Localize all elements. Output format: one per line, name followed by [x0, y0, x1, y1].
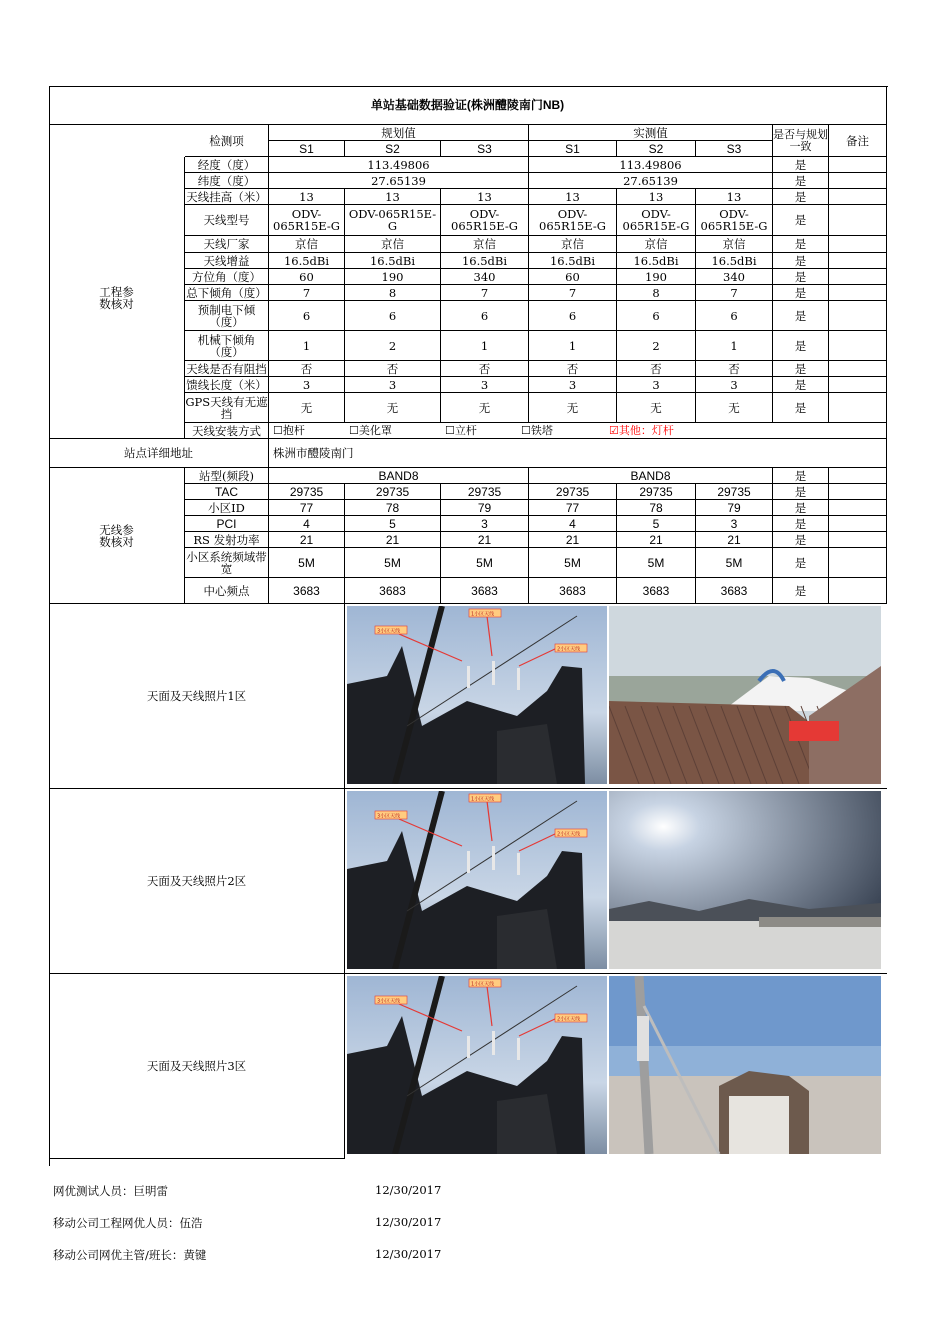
wl-cell-value: 3683	[696, 578, 773, 604]
header-measured: 实测值	[529, 125, 773, 141]
eng-row-label: 预制电下倾（度）	[185, 301, 269, 331]
eng-cell-value: 1	[529, 331, 617, 361]
wl-cell-value: 78	[345, 500, 441, 516]
eng-cell-value: 京信	[696, 236, 773, 253]
header-check-item: 检测项	[185, 125, 269, 157]
wl-group-label: 无线参数核对	[49, 468, 185, 604]
eng-cell-value: 7	[696, 285, 773, 301]
photo-tag: 2小区天线	[557, 646, 581, 653]
wl-cell-value: 5M	[345, 548, 441, 578]
eng-cell-value: 2	[617, 331, 696, 361]
eng-consistent: 是	[773, 377, 829, 393]
signoff-date: 12/30/2017	[375, 1215, 442, 1229]
eng-consistent: 是	[773, 331, 829, 361]
wl-cell-value: 79	[696, 500, 773, 516]
wl-cell-value: 79	[441, 500, 529, 516]
eng-cell-value: 8	[345, 285, 441, 301]
wl-cell-value: 29735	[696, 484, 773, 500]
eng-cell-value: 无	[345, 393, 441, 423]
eng-consistent: 是	[773, 393, 829, 423]
eng-consistent: 是	[773, 301, 829, 331]
eng-remark	[829, 157, 887, 173]
eng-cell-value: 7	[269, 285, 345, 301]
photo-tag: 3小区天线	[377, 628, 401, 635]
wl-row-label: 小区ID	[185, 500, 269, 516]
eng-cell-value: 3	[617, 377, 696, 393]
eng-remark	[829, 253, 887, 269]
address-label: 站点详细地址	[49, 439, 269, 468]
eng-planned-value: 113.49806	[269, 157, 529, 173]
eng-cell-value: 无	[269, 393, 345, 423]
eng-cell-value: 13	[441, 189, 529, 205]
eng-cell-value: 340	[696, 269, 773, 285]
eng-cell-value: 16.5dBi	[696, 253, 773, 269]
photo-tag: 3小区天线	[377, 813, 401, 820]
eng-cell-value: 7	[529, 285, 617, 301]
eng-row-label: 方位角（度）	[185, 269, 269, 285]
wl-cell-value: 21	[269, 532, 345, 548]
eng-cell-value: ODV-065R15E-G	[441, 205, 529, 236]
header-sector-s2: S2	[617, 141, 696, 157]
photo-tag: 3小区天线	[377, 998, 401, 1005]
eng-cell-value: 3	[696, 377, 773, 393]
wl-cell-value: 3683	[345, 578, 441, 604]
wl-cell-value: 3683	[441, 578, 529, 604]
eng-group-label: 工程参数核对	[49, 157, 185, 439]
eng-cell-value: 否	[696, 361, 773, 377]
eng-remark	[829, 285, 887, 301]
wl-row-label: 站型(频段)	[185, 468, 269, 484]
wl-cell-value: 3683	[617, 578, 696, 604]
wl-cell-value: 77	[269, 500, 345, 516]
photo-zone-label: 天面及天线照片2区	[49, 789, 345, 974]
header-sector-s3: S3	[441, 141, 529, 157]
wl-consistent: 是	[773, 500, 829, 516]
eng-cell-value: 京信	[345, 236, 441, 253]
eng-cell-value: 6	[269, 301, 345, 331]
wl-cell-value: 3	[441, 516, 529, 532]
header-consistent: 是否与规划一致	[773, 125, 829, 157]
eng-consistent: 是	[773, 269, 829, 285]
eng-planned-value: 27.65139	[269, 173, 529, 189]
wl-remark	[829, 484, 887, 500]
eng-cell-value: 16.5dBi	[617, 253, 696, 269]
photo-tag: 1小区天线	[471, 611, 495, 618]
wl-cell-value: 4	[529, 516, 617, 532]
eng-remark	[829, 236, 887, 253]
eng-cell-value: 否	[269, 361, 345, 377]
wl-measured-value: BAND8	[529, 468, 773, 484]
eng-cell-value: 190	[617, 269, 696, 285]
eng-cell-value: 3	[345, 377, 441, 393]
wl-cell-value: 29735	[617, 484, 696, 500]
eng-cell-value: 3	[441, 377, 529, 393]
mount-options	[269, 423, 887, 439]
sheet-title: 单站基础数据验证(株洲醴陵南门NB)	[49, 86, 887, 125]
eng-cell-value: 16.5dBi	[441, 253, 529, 269]
eng-row-label: 总下倾角（度）	[185, 285, 269, 301]
eng-cell-value: 6	[529, 301, 617, 331]
eng-row-label: 天线型号	[185, 205, 269, 236]
eng-cell-value: 否	[441, 361, 529, 377]
eng-cell-value: 京信	[529, 236, 617, 253]
eng-cell-value: 6	[441, 301, 529, 331]
wl-consistent: 是	[773, 532, 829, 548]
wl-remark	[829, 516, 887, 532]
wl-cell-value: 29735	[441, 484, 529, 500]
wl-remark	[829, 500, 887, 516]
wl-cell-value: 29735	[269, 484, 345, 500]
eng-measured-value: 27.65139	[529, 173, 773, 189]
mount-option[interactable]: ☐抱杆	[273, 424, 305, 437]
antenna-photo	[347, 606, 607, 784]
signoff-person: 移动公司网优主管/班长：黄键	[53, 1248, 207, 1262]
signoff-date: 12/30/2017	[375, 1247, 442, 1261]
photo-tag: 2小区天线	[557, 1016, 581, 1023]
eng-cell-value: 否	[345, 361, 441, 377]
wl-cell-value: 21	[696, 532, 773, 548]
scene-photo	[609, 791, 881, 969]
wl-row-label: RS 发射功率	[185, 532, 269, 548]
eng-cell-value: 京信	[269, 236, 345, 253]
photo-zone	[345, 789, 887, 974]
eng-cell-value: ODV-065R15E-G	[345, 205, 441, 236]
wl-cell-value: 5M	[696, 548, 773, 578]
eng-cell-value: 无	[696, 393, 773, 423]
eng-cell-value: 无	[617, 393, 696, 423]
eng-row-label: 天线是否有阻挡	[185, 361, 269, 377]
eng-cell-value: 京信	[441, 236, 529, 253]
antenna-photo	[347, 976, 607, 1154]
eng-cell-value: 6	[696, 301, 773, 331]
eng-cell-value: 1	[696, 331, 773, 361]
eng-cell-value: 否	[529, 361, 617, 377]
eng-cell-value: 1	[441, 331, 529, 361]
eng-consistent: 是	[773, 285, 829, 301]
mount-option[interactable]: ☐美化罩	[349, 424, 392, 437]
eng-cell-value: 60	[529, 269, 617, 285]
eng-row-label: 天线挂高（米）	[185, 189, 269, 205]
header-planned: 规划值	[269, 125, 529, 141]
eng-cell-value: 60	[269, 269, 345, 285]
eng-row-label: 经度（度）	[185, 157, 269, 173]
mount-label: 天线安装方式	[185, 423, 269, 439]
eng-cell-value: 1	[269, 331, 345, 361]
wl-cell-value: 3	[696, 516, 773, 532]
eng-remark	[829, 361, 887, 377]
mount-option[interactable]: ☐铁塔	[521, 424, 553, 437]
eng-cell-value: ODV-065R15E-G	[269, 205, 345, 236]
header-remark: 备注	[829, 125, 887, 157]
scene-photo	[609, 606, 881, 784]
eng-cell-value: 6	[617, 301, 696, 331]
photo-zone-label: 天面及天线照片3区	[49, 974, 345, 1159]
eng-remark	[829, 189, 887, 205]
wl-cell-value: 5	[617, 516, 696, 532]
eng-cell-value: ODV-065R15E-G	[529, 205, 617, 236]
wl-consistent: 是	[773, 578, 829, 604]
wl-consistent: 是	[773, 548, 829, 578]
eng-measured-value: 113.49806	[529, 157, 773, 173]
wl-cell-value: 78	[617, 500, 696, 516]
eng-cell-value: 13	[696, 189, 773, 205]
eng-cell-value: 8	[617, 285, 696, 301]
wl-cell-value: 21	[529, 532, 617, 548]
header-sector-s2: S2	[345, 141, 441, 157]
photo-tag: 1小区天线	[471, 981, 495, 988]
address-value: 株洲市醴陵南门	[269, 439, 887, 468]
eng-consistent: 是	[773, 189, 829, 205]
photo-zone-label: 天面及天线照片1区	[49, 604, 345, 789]
eng-remark	[829, 269, 887, 285]
eng-consistent: 是	[773, 361, 829, 377]
signoff-person: 网优测试人员：巨明雷	[53, 1184, 168, 1198]
antenna-photo	[347, 791, 607, 969]
eng-row-label: GPS天线有无遮挡	[185, 393, 269, 423]
wl-row-label: TAC	[185, 484, 269, 500]
eng-remark	[829, 331, 887, 361]
mount-option[interactable]: ☑其他：灯杆	[609, 424, 674, 437]
eng-cell-value: 否	[617, 361, 696, 377]
eng-row-label: 馈线长度（米）	[185, 377, 269, 393]
eng-cell-value: 6	[345, 301, 441, 331]
eng-cell-value: 3	[529, 377, 617, 393]
wl-cell-value: 3683	[529, 578, 617, 604]
wl-row-label: 中心频点	[185, 578, 269, 604]
eng-cell-value: 13	[617, 189, 696, 205]
eng-remark	[829, 393, 887, 423]
wl-cell-value: 3683	[269, 578, 345, 604]
wl-cell-value: 77	[529, 500, 617, 516]
wl-cell-value: 21	[441, 532, 529, 548]
eng-consistent: 是	[773, 205, 829, 236]
wl-cell-value: 5M	[529, 548, 617, 578]
wl-planned-value: BAND8	[269, 468, 529, 484]
eng-cell-value: 13	[529, 189, 617, 205]
eng-cell-value: 190	[345, 269, 441, 285]
eng-consistent: 是	[773, 157, 829, 173]
wl-cell-value: 5M	[617, 548, 696, 578]
photo-zone	[345, 974, 887, 1159]
eng-consistent: 是	[773, 253, 829, 269]
eng-consistent: 是	[773, 236, 829, 253]
eng-cell-value: 340	[441, 269, 529, 285]
photo-zone	[345, 604, 887, 789]
photo-tag: 2小区天线	[557, 831, 581, 838]
wl-remark	[829, 468, 887, 484]
eng-cell-value: 2	[345, 331, 441, 361]
eng-cell-value: ODV-065R15E-G	[696, 205, 773, 236]
eng-row-label: 纬度（度）	[185, 173, 269, 189]
eng-cell-value: ODV-065R15E-G	[617, 205, 696, 236]
wl-cell-value: 29735	[345, 484, 441, 500]
verification-sheet	[49, 86, 887, 1165]
wl-cell-value: 5M	[441, 548, 529, 578]
eng-cell-value: 无	[529, 393, 617, 423]
wl-remark	[829, 532, 887, 548]
wl-cell-value: 4	[269, 516, 345, 532]
scene-photo	[609, 976, 881, 1154]
header-sector-s1: S1	[529, 141, 617, 157]
eng-cell-value: 16.5dBi	[269, 253, 345, 269]
wl-cell-value: 21	[617, 532, 696, 548]
wl-remark	[829, 578, 887, 604]
eng-remark	[829, 301, 887, 331]
wl-cell-value: 5M	[269, 548, 345, 578]
eng-row-label: 机械下倾角（度）	[185, 331, 269, 361]
signoff-date: 12/30/2017	[375, 1183, 442, 1197]
mount-option[interactable]: ☐立杆	[445, 424, 477, 437]
wl-cell-value: 5	[345, 516, 441, 532]
wl-cell-value: 29735	[529, 484, 617, 500]
wl-cell-value: 21	[345, 532, 441, 548]
wl-remark	[829, 548, 887, 578]
eng-remark	[829, 205, 887, 236]
wl-consistent: 是	[773, 468, 829, 484]
eng-remark	[829, 377, 887, 393]
eng-cell-value: 京信	[617, 236, 696, 253]
eng-cell-value: 16.5dBi	[529, 253, 617, 269]
signoff-person: 移动公司工程网优人员：伍浩	[53, 1216, 203, 1230]
eng-cell-value: 7	[441, 285, 529, 301]
wl-consistent: 是	[773, 516, 829, 532]
eng-row-label: 天线厂家	[185, 236, 269, 253]
wl-row-label: 小区系统频域带宽	[185, 548, 269, 578]
photo-tag: 1小区天线	[471, 796, 495, 803]
eng-cell-value: 3	[269, 377, 345, 393]
eng-cell-value: 13	[345, 189, 441, 205]
header-sector-s3: S3	[696, 141, 773, 157]
eng-row-label: 天线增益	[185, 253, 269, 269]
wl-consistent: 是	[773, 484, 829, 500]
eng-remark	[829, 173, 887, 189]
eng-cell-value: 无	[441, 393, 529, 423]
eng-consistent: 是	[773, 173, 829, 189]
eng-cell-value: 13	[269, 189, 345, 205]
wl-row-label: PCI	[185, 516, 269, 532]
eng-cell-value: 16.5dBi	[345, 253, 441, 269]
header-sector-s1: S1	[269, 141, 345, 157]
